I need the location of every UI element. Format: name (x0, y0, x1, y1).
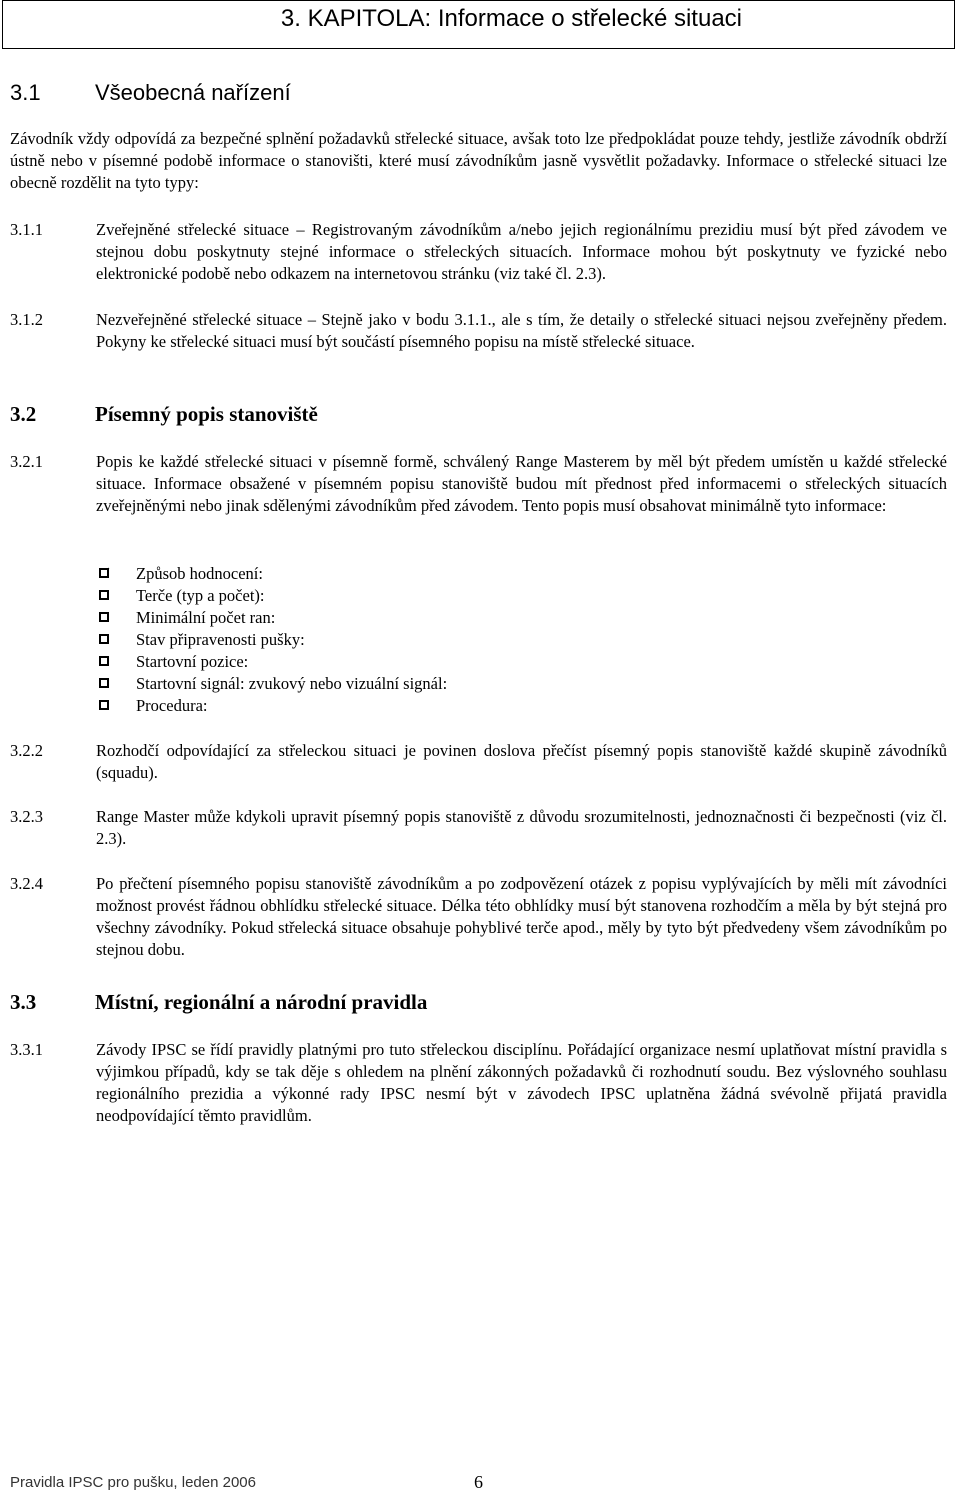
item-text: Závody IPSC se řídí pravidly platnými pro tuto střeleckou disciplínu. Pořádající organizace nesmí uplatňovat místní pravidla s výjimkou případů, kdy se tak děje s ohledem na plnění zákonných požadavků či rozhodnutí soudu. Bez výslovného souhlasu regionálního prezidia a výkonné rady IPSC nesmí být v závodech IPSC uplatněna žádná svévolně přijatá pravidla neodpovídající těmto pravidlům. (96, 1040, 947, 1125)
item-3-2-4 (10, 873, 947, 961)
section-title: Místní, regionální a národní pravidla (95, 990, 428, 1014)
list-item (96, 651, 447, 673)
square-bullet-icon (98, 589, 110, 601)
list-item (96, 629, 447, 651)
list-item-text: Stav připravenosti pušky: (136, 630, 305, 649)
square-bullet-icon (98, 611, 110, 623)
square-bullet-icon (98, 677, 110, 689)
square-bullet-icon (98, 699, 110, 711)
item-text: Popis ke každé střelecké situaci v písemně formě, schválený Range Masterem by měl být předem umístěn u každé střelecké situace. Informace obsažené v písemném popisu stanoviště budou mít přednost před informacemi o střeleckých situacích zveřejněnými nebo jinak sdělenými závodníkům před závodem. Tento popis musí obsahovat minimálně tyto informace: (96, 452, 947, 515)
list-item (96, 563, 447, 585)
list-item-text: Způsob hodnocení: (136, 564, 263, 583)
list-item-text: Minimální počet ran: (136, 608, 276, 627)
list-item-text: Terče (typ a počet): (136, 586, 265, 605)
item-3-2-2 (10, 740, 947, 784)
item-text: Zveřejněné střelecké situace – Registrovaným závodníkům a/nebo jejich regionálnímu prezidiu musí být před závodem ve stejnou dobu poskytnuty stejné informace o střeleckých situacích. Informace mohou být poskytnuty ve fyzické nebo elektronické podobě nebo odkazem na internetovou stránku (viz také čl. 2.3). (96, 220, 947, 283)
list-item (96, 673, 447, 695)
square-bullet-icon (98, 633, 110, 645)
footer-document-name: Pravidla IPSC pro pušku, leden 2006 (10, 1474, 256, 1491)
chapter-title: 3. KAPITOLA: Informace o střelecké situaci (280, 5, 742, 32)
list-item (96, 607, 447, 629)
item-number: 3.1.1 (10, 220, 43, 239)
item-number: 3.2.4 (10, 874, 43, 893)
item-3-2-3 (10, 806, 947, 850)
section-title: Všeobecná nařízení (95, 80, 291, 105)
section-title: Písemný popis stanoviště (95, 402, 318, 426)
section-number: 3.1 (10, 80, 41, 105)
item-3-3-1 (10, 1039, 947, 1127)
section-number: 3.3 (10, 990, 37, 1014)
section-3-2-heading (10, 402, 318, 427)
required-info-list (96, 563, 447, 717)
item-text: Rozhodčí odpovídající za střeleckou situaci je povinen doslova přečíst písemný popis stanoviště každé skupině závodníků (squadu). (96, 741, 947, 782)
square-bullet-icon (98, 567, 110, 579)
list-item-text: Startovní pozice: (136, 652, 249, 671)
item-3-2-1 (10, 451, 947, 517)
item-number: 3.2.2 (10, 741, 43, 760)
item-3-1-1 (10, 219, 947, 285)
list-item (96, 585, 447, 607)
item-number: 3.2.3 (10, 807, 43, 826)
section-number: 3.2 (10, 402, 37, 426)
section-3-1-intro: Závodník vždy odpovídá za bezpečné splnění požadavků střelecké situace, avšak toto lze předpokládat pouze tehdy, jestliže závodník obdrží ústně nebo v písemné podobě informace o stanovišti, které musí závodníkům jasně vysvětlit požadavky. Informace o střelecké situaci lze obecně rozdělit na tyto typy: (10, 129, 947, 192)
section-3-3-heading (10, 990, 427, 1015)
item-number: 3.2.1 (10, 452, 43, 471)
list-item (96, 695, 447, 717)
chapter-header-box (2, 0, 955, 49)
item-text: Nezveřejněné střelecké situace – Stejně jako v bodu 3.1.1., ale s tím, že detaily o střelecké situaci nejsou zveřejněny předem. Pokyny ke střelecké situaci musí být součástí písemného popisu na místě střelecké situace. (96, 310, 947, 351)
list-item-text: Startovní signál: zvukový nebo vizuální signál: (136, 674, 448, 693)
footer-page-number: 6 (474, 1472, 483, 1492)
list-item-text: Procedura: (136, 696, 208, 715)
item-text: Range Master může kdykoli upravit písemný popis stanoviště z důvodu srozumitelnosti, jednoznačnosti či bezpečnosti (viz čl. 2.3). (96, 807, 947, 848)
section-3-1-heading (10, 80, 291, 106)
item-number: 3.1.2 (10, 310, 43, 329)
square-bullet-icon (98, 655, 110, 667)
item-3-1-2 (10, 309, 947, 353)
item-text: Po přečtení písemného popisu stanoviště závodníkům a po zodpovězení otázek z popisu vyplývajících by měli mít závodníci možnost provést řádnou obhlídku střelecké situace. Délka této obhlídky musí být stanovena rozhodčím a měla by být stejná pro všechny závodníky. Pokud střelecká situace obsahuje pohyblivé terče apod., měly by tyto být předvedeny všem závodníkům po stejnou dobu. (96, 874, 947, 959)
item-number: 3.3.1 (10, 1040, 43, 1059)
